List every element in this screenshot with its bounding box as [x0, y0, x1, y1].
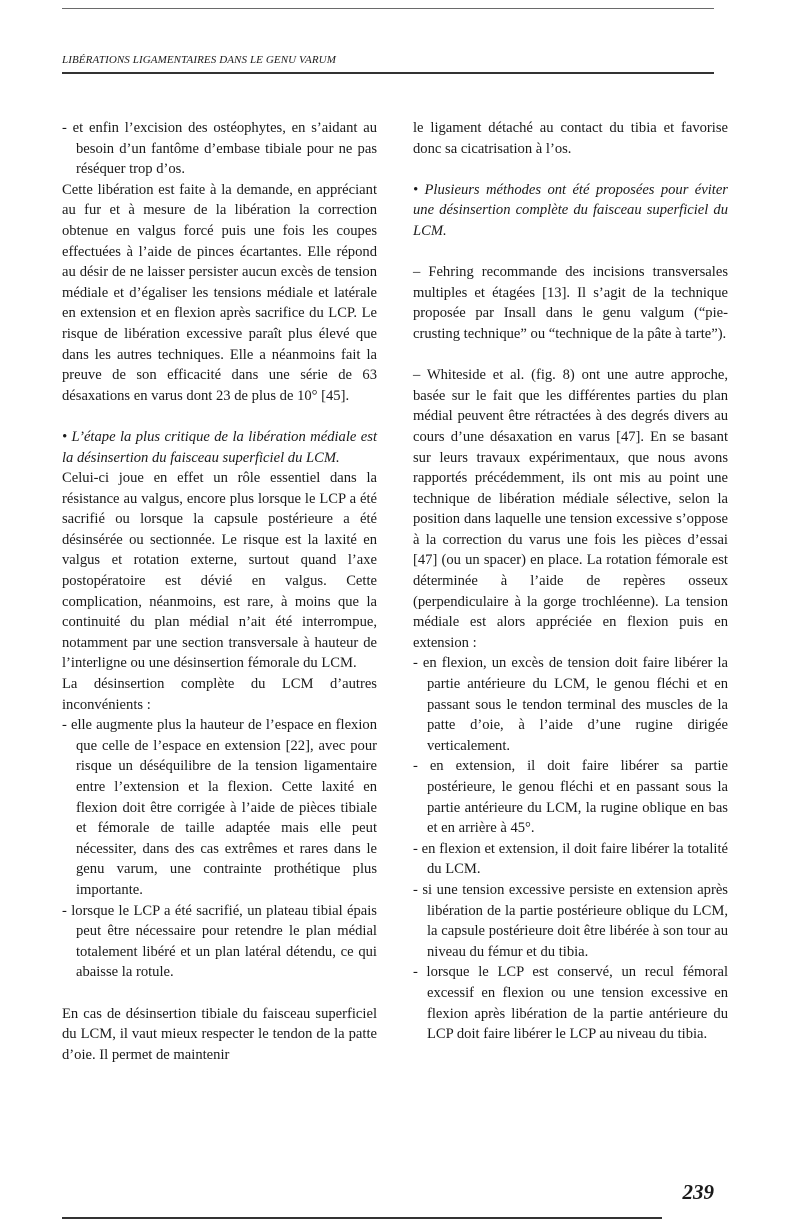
paragraph: La désinsertion complète du LCM d’autres inconvénients :: [62, 676, 377, 713]
list-item: - en flexion et extension, il doit faire libérer la totalité du LCM.: [413, 840, 728, 878]
list-item: - si une tension excessive persiste en extension après libération de la partie postérieure oblique du LCM, la capsule postérieure doit être libérée à son tour au niveau du fémur et du tibia.: [413, 881, 728, 960]
paragraph: – Whiteside et al. (fig. 8) ont une autre approche, basée sur le fait que les différentes parties du plan médial peuvent être rétractées à des degrés divers au cours d’une désaxation en varus [47]. En se basant sur leurs travaux expérimentaux, que nous avons rapportés précédemment, ils ont mis au point une technique de libération médiale sélective, selon la position dans laquelle une tension excessive s’oppose à la correction du varus une fois les pièces d’essai [47] (ou un spacer) en place. La rotation fémorale est déterminée à l’aide de repères osseux (perpendiculaire à la gorge trochléenne). La tension médiale est alors appréciée en flexion puis en extension :: [413, 367, 728, 651]
running-header: LIBÉRATIONS LIGAMENTAIRES DANS LE GENU VARUM: [62, 54, 336, 66]
paragraph: le ligament détaché au contact du tibia et favorise donc sa cicatrisation à l’os.: [413, 120, 728, 157]
list-item: - lorsque le LCP a été sacrifié, un plateau tibial épais peut être nécessaire pour retendre le plan médial totalement libéré et un plan latéral détendu, ce qui abaisse la rotule.: [62, 902, 377, 981]
paragraph: Cette libération est faite à la demande, en appréciant au fur et à mesure de la libération la correction obtenue en valgus forcé puis une fois les coupes effectuées à l’aide de pinces écartantes. Elle répond au désir de ne laisser persister aucun excès de tension médiale et d’égaliser les tensions médiale et latérale en extension et en flexion après sacrifice du LCP. Le risque de libération excessive paraît plus élevé que dans les autres techniques. Elle a néanmoins fait la preuve de son efficacité dans une série de 63 désaxations en varus dont 23 de plus de 10° [45].: [62, 181, 377, 404]
list-item: - lorsque le LCP est conservé, un recul fémoral excessif en flexion ou une tension excessive en flexion après libération de la partie antérieure du LCP doit faire libérer le LCP au niveau du tibia.: [413, 964, 728, 1043]
right-column: [413, 118, 728, 1045]
paragraph: – Fehring recommande des incisions transversales multiples et étagées [13]. Il s’agit de la technique proposée par Insall dans le genu valgum (“pie-crusting technique” ou “technique de la pâte à tarte”).: [413, 264, 728, 342]
paragraph: Celui-ci joue en effet un rôle essentiel dans la résistance au valgus, encore plus lorsque le LCP a été sacrifié ou lorsque la capsule postérieure a été désinsérée ou sectionnée. Le risque est la laxité en valgus et rotation externe, surtout quand l’axe postopératoire est dévié en valgus. Cette complication, néanmoins, est rare, à moins que la continuité du plan médial n’ait été interrompue, notamment par une section transversale à hauteur de l’interligne ou une désinsertion fémorale du LCM.: [62, 470, 377, 672]
left-column: [62, 118, 377, 1065]
top-rule: [62, 8, 714, 9]
page-number: 239: [682, 1180, 714, 1204]
list-item: - elle augmente plus la hauteur de l’espace en flexion que celle de l’espace en extension [22], avec pour risque un déséquilibre de la tension ligamentaire entre l’extension et la flexion. Cette laxité en flexion doit être corrigée à l’aide de pièces tibiale et fémorale de taille adaptée mais elle peut nécessiter, dans des cas extrêmes et rares dans le genu varum, une contrainte prothétique plus importante.: [62, 717, 377, 898]
section-heading: • Plusieurs méthodes ont été proposées pour éviter une désinsertion complète du faisceau superficiel du LCM.: [413, 181, 728, 239]
paragraph: - et enfin l’excision des ostéophytes, en s’aidant au besoin d’un fantôme d’embase tibiale pour ne pas réséquer trop d’os.: [62, 120, 377, 178]
footer-rule: [62, 1217, 662, 1219]
list-item: - en extension, il doit faire libérer sa partie postérieure, le genou fléchi et en passant sous la partie antérieure du LCM, la rugine oblique en bas et en arrière à 45°.: [413, 758, 728, 837]
section-heading: • L’étape la plus critique de la libération médiale est la désinsertion du faisceau superficiel du LCM.: [62, 428, 377, 466]
paragraph: En cas de désinsertion tibiale du faisceau superficiel du LCM, il vaut mieux respecter le tendon de la patte d’oie. Il permet de maintenir: [62, 1005, 377, 1063]
list-item: - en flexion, un excès de tension doit faire libérer la partie antérieure du LCM, le genou fléchi et en passant sous le tendon terminal des muscles de la patte d’oie, à l’aide d’une rugine dirigée verticalement.: [413, 655, 728, 754]
header-rule: [62, 72, 714, 74]
